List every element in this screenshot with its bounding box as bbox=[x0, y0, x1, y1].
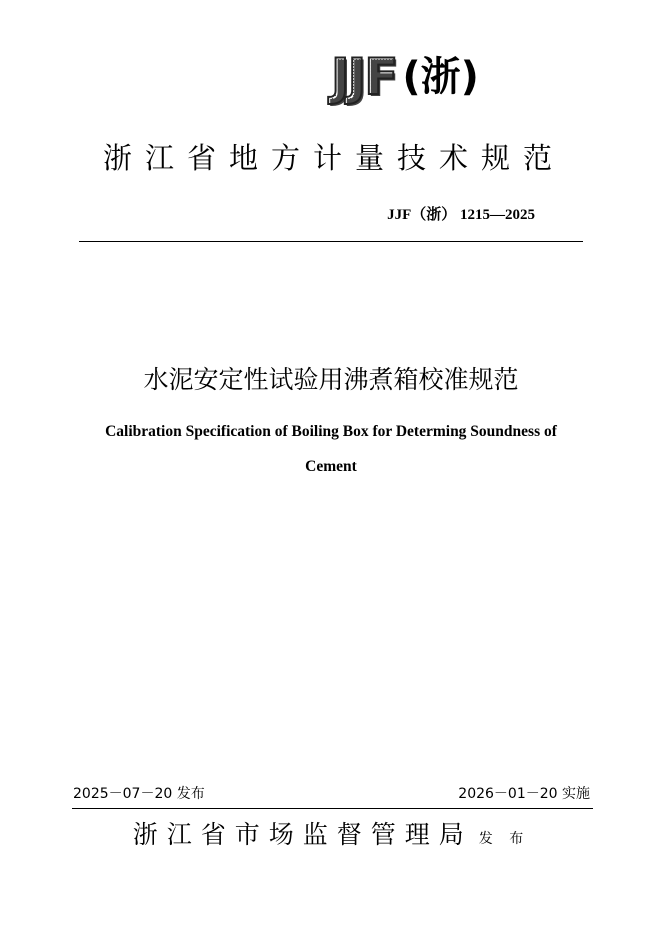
issuing-authority-name: 浙江省市场监督管理局 bbox=[132, 820, 473, 849]
bottom-divider bbox=[72, 808, 593, 809]
effective-date: 2026－01－20 实施 bbox=[458, 786, 590, 802]
logo-letter-text: JJF bbox=[331, 48, 397, 106]
document-title-english bbox=[60, 414, 602, 484]
jjf-zhe-logo bbox=[331, 48, 479, 106]
title-english-line-2: Cement bbox=[305, 458, 357, 475]
issuing-action: 发 布 bbox=[478, 831, 530, 847]
dates-row bbox=[73, 784, 590, 804]
issuing-authority bbox=[0, 815, 662, 855]
title-english-line-1: Calibration Specification of Boiling Box for Determing Soundness of bbox=[105, 423, 557, 440]
jjf-logo-letters bbox=[331, 48, 397, 106]
publish-date: 2025－07－20 发布 bbox=[73, 786, 205, 802]
document-number: JJF（浙） 1215—2025 bbox=[387, 207, 535, 223]
standard-category-title: 浙江省地方计量技术规范 bbox=[102, 141, 565, 175]
document-title-chinese: 水泥安定性试验用沸煮箱校准规范 bbox=[143, 365, 519, 394]
logo-suffix-zhe: (浙) bbox=[402, 54, 479, 100]
top-divider bbox=[79, 241, 583, 242]
